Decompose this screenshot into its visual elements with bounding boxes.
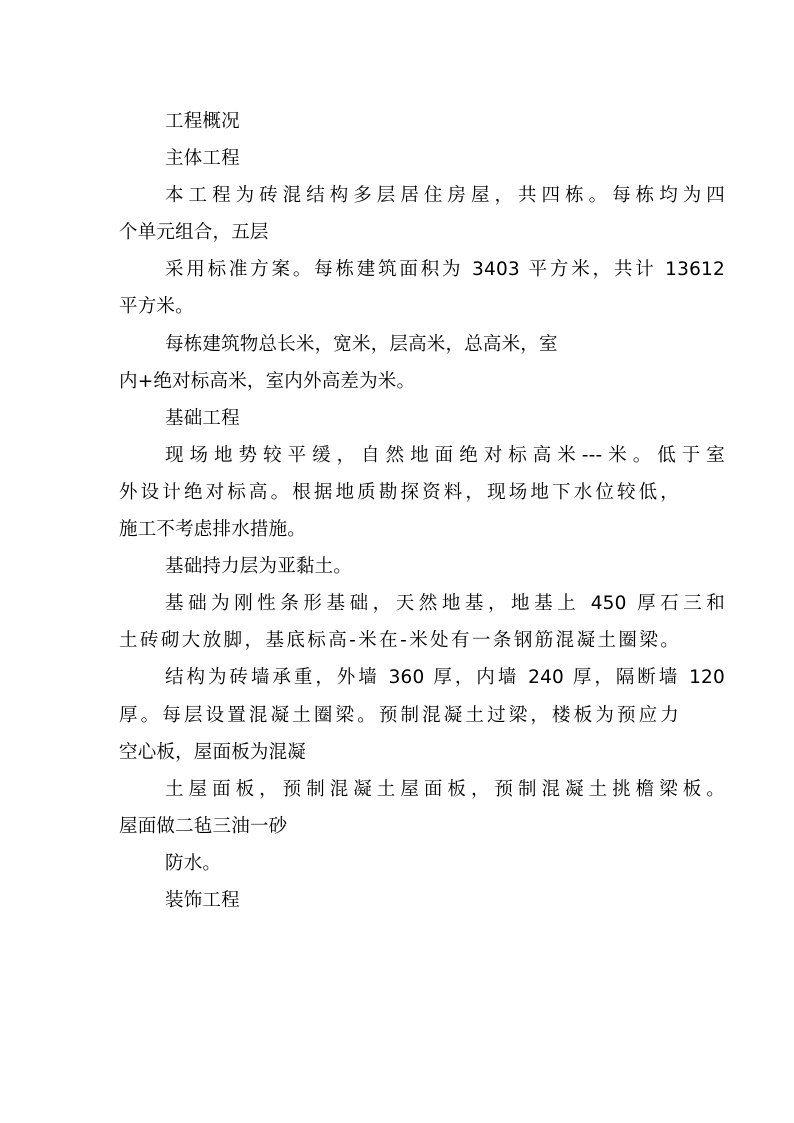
paragraph-line: 个单元组合，五层: [119, 222, 269, 244]
paragraph-line: 平方米。: [119, 296, 194, 318]
section-heading-main: 主体工程: [165, 148, 240, 170]
document-body: [119, 103, 725, 919]
paragraph-line: 结构为砖墙承重，外墙 360 厚，内墙 240 厚，隔断墙 120: [165, 667, 725, 689]
paragraph-line: 防水。: [165, 852, 222, 874]
paragraph-line: 屋面做二毡三油一砂: [119, 815, 288, 837]
document-title: 工程概况: [165, 111, 240, 132]
paragraph-line: 现场地势较平缓，自然地面绝对标高米---米。低于室: [165, 444, 725, 466]
section-heading-foundation: 基础工程: [165, 407, 240, 429]
paragraph-line: 施工不考虑排水措施。: [119, 519, 307, 541]
paragraph-line: 每栋建筑物总长米，宽米，层高米，总高米，室: [165, 333, 558, 355]
section-heading-decoration: 装饰工程: [165, 889, 240, 911]
paragraph-line: 外设计绝对标高。根据地质勘探资料，现场地下水位较低，: [119, 481, 679, 503]
paragraph-line: 内+绝对标高米，室内外高差为米。: [119, 370, 416, 392]
paragraph-line: 土屋面板，预制混凝土屋面板，预制混凝土挑檐梁板。: [165, 778, 725, 800]
paragraph-line: 厚。每层设置混凝土圈梁。预制混凝土过梁，楼板为预应力: [119, 704, 679, 726]
paragraph-line: 基础持力层为亚黏土。: [165, 556, 353, 578]
paragraph-line: 土砖砌大放脚，基底标高-米在-米处有一条钢筋混凝土圈梁。: [119, 630, 679, 652]
paragraph-line: 空心板，屋面板为混凝: [119, 741, 307, 763]
paragraph-line: 采用标准方案。每栋建筑面积为 3403 平方米，共计 13612: [165, 259, 725, 281]
paragraph-line: 本工程为砖混结构多层居住房屋，共四栋。每栋均为四: [165, 185, 725, 207]
paragraph-line: 基础为刚性条形基础，天然地基，地基上 450 厚石三和: [165, 593, 725, 615]
